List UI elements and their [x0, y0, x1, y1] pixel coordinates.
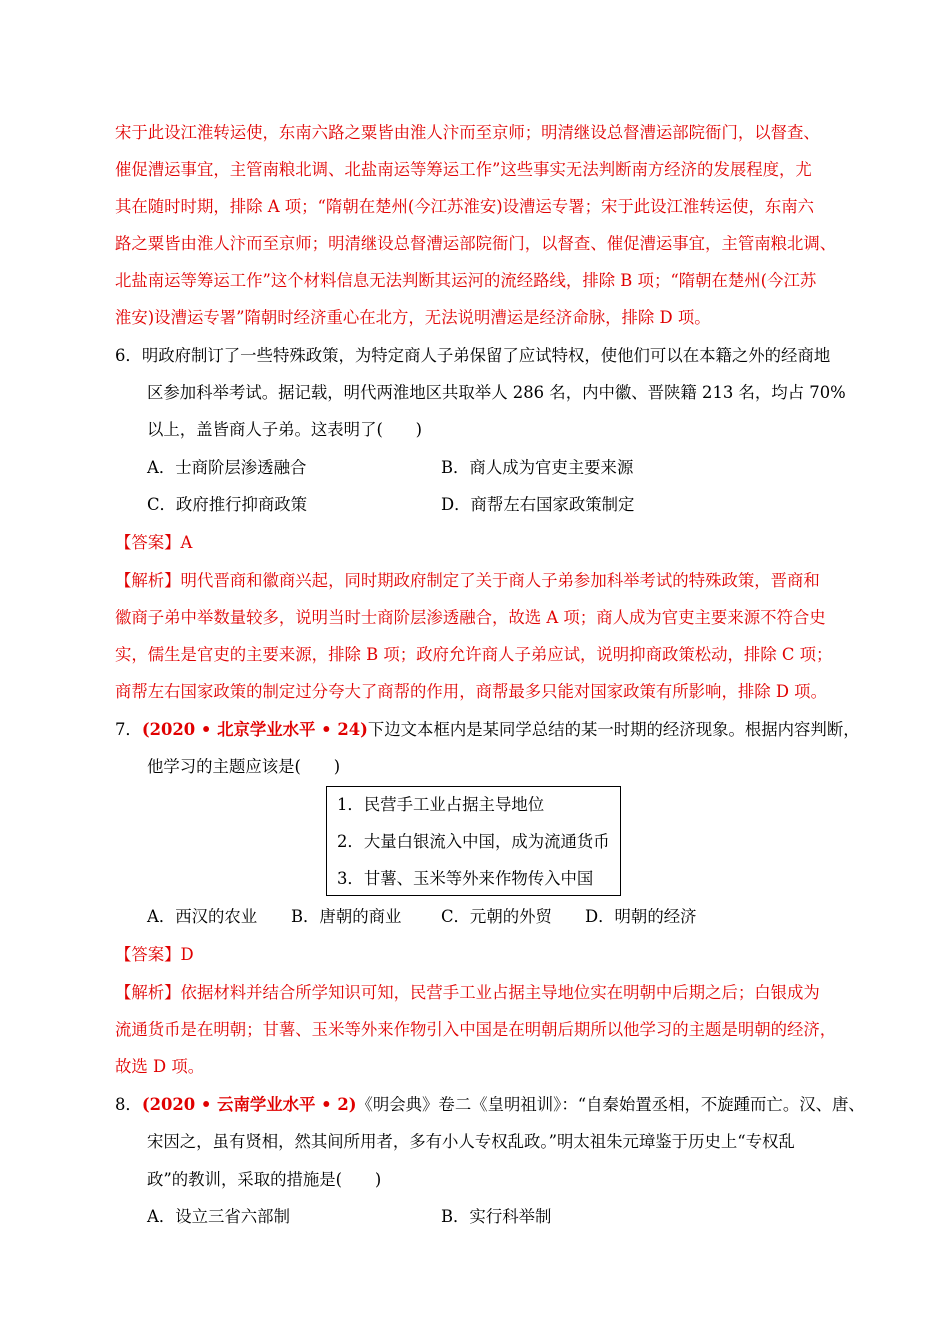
question-7-analysis: 【解析】依据材料并结合所学知识可知，民营手工业占据主导地位实在明朝中后期之后；白银成为 [115, 983, 820, 1002]
question-7-source: (2020 • 北京学业水平 • 24) [141, 720, 368, 739]
question-7-stem: 他学习的主题应该是( ) [147, 757, 341, 776]
question-6-stem: 区参加科举考试。据记载，明代两淮地区共取举人 286 名，内中徽、晋陕籍 213 名，均占 70% [147, 383, 846, 402]
explanation-line: 其在随时时期，排除 A 项；“隋朝在楚州(今江苏淮安)设漕运专署；宋于此设江淮转运使，东南六 [115, 197, 815, 216]
question-6-option-a: A．士商阶层渗透融合 [147, 458, 307, 477]
question-7-answer: 【答案】D [115, 945, 194, 964]
question-6-analysis: 商帮左右国家政策的制定过分夸大了商帮的作用，商帮最多只能对国家政策有所影响，排除 D 项。 [115, 682, 827, 701]
question-8-stem [115, 1095, 865, 1115]
explanation-line: 路之粟皆由淮人汴而至京师；明清继设总督漕运部院衙门，以督查、催促漕运事宜，主管南粮北调、 [115, 234, 837, 253]
question-6-option-b: B．商人成为官吏主要来源 [441, 458, 634, 477]
question-6-stem: 6．明政府制订了一些特殊政策，为特定商人子弟保留了应试特权，使他们可以在本籍之外的经商地 [115, 346, 831, 365]
explanation-line: 催促漕运事宜，主管南粮北调、北盐南运等筹运工作”这些事实无法判断南方经济的发展程度，尤 [115, 160, 812, 179]
explanation-line: 宋于此设江淮转运使，东南六路之粟皆由淮人汴而至京师；明清继设总督漕运部院衙门，以督查、 [115, 123, 820, 142]
question-8-stem: 宋因之，虽有贤相，然其间所用者，多有小人专权乱政。”明太祖朱元璋鉴于历史上“专权乱 [147, 1132, 795, 1151]
question-7-option-a: A．西汉的农业 [147, 907, 258, 926]
question-8-source: (2020 • 云南学业水平 • 2) [141, 1095, 357, 1114]
question-6-analysis: 实，儒生是官吏的主要来源，排除 B 项；政府允许商人子弟应试，说明抑商政策松动，排除 C 项； [115, 645, 833, 664]
question-8-number: 8． [115, 1095, 142, 1114]
question-7-stem [115, 720, 860, 740]
question-6-stem: 以上，盖皆商人子弟。这表明了( ) [147, 420, 423, 439]
question-6-answer: 【答案】A [115, 533, 193, 552]
question-7-option-d: D．明朝的经济 [585, 907, 697, 926]
question-8-option-b: B．实行科举制 [441, 1207, 552, 1226]
question-7-option-b: B．唐朝的商业 [291, 907, 402, 926]
question-7-number: 7． [115, 720, 142, 739]
question-7-box-item: 2．大量白银流入中国，成为流通货币 [337, 832, 610, 851]
explanation-line: 淮安)设漕运专署”隋朝时经济重心在北方，无法说明漕运是经济命脉，排除 D 项。 [115, 308, 711, 327]
question-7-box-item: 1．民营手工业占据主导地位 [337, 795, 545, 814]
question-7-analysis: 故选 D 项。 [115, 1057, 205, 1076]
question-7-option-c: C．元朝的外贸 [441, 907, 552, 926]
question-8-option-a: A．设立三省六部制 [147, 1207, 290, 1226]
question-7-analysis: 流通货币是在明朝；甘薯、玉米等外来作物引入中国是在明朝后期所以他学习的主题是明朝的经济， [115, 1020, 837, 1039]
question-8-stem-text: 《明会典》卷二《皇明祖训》：“自秦始置丞相，不旋踵而亡。汉、唐、 [356, 1095, 865, 1114]
question-6-option-c: C．政府推行抑商政策 [147, 495, 308, 514]
question-7-box-item: 3．甘薯、玉米等外来作物传入中国 [337, 869, 594, 888]
question-8-stem: 政”的教训，采取的措施是( ) [147, 1170, 382, 1189]
question-6-analysis: 【解析】明代晋商和徽商兴起，同时期政府制定了关于商人子弟参加科举考试的特殊政策，晋商和 [115, 571, 820, 590]
question-6-analysis: 徽商子弟中举数量较多，说明当时士商阶层渗透融合，故选 A 项；商人成为官吏主要来源不符合史 [115, 608, 826, 627]
explanation-line: 北盐南运等筹运工作”这个材料信息无法判断其运河的流经路线，排除 B 项；“隋朝在楚州(今江苏 [115, 271, 817, 290]
question-7-stem-text: 下边文本框内是某同学总结的某一时期的经济现象。根据内容判断， [367, 720, 860, 739]
question-6-option-d: D．商帮左右国家政策制定 [441, 495, 635, 514]
